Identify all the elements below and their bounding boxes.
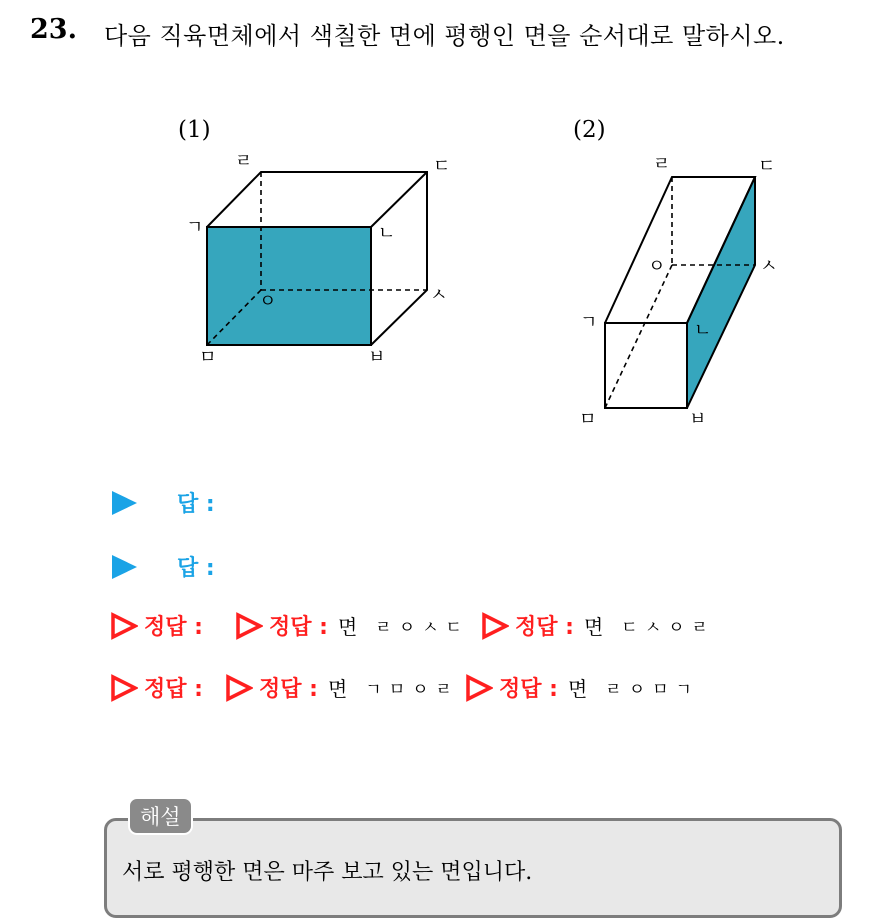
figure2-shaded-face xyxy=(687,177,755,408)
explanation-tag: 해설 xyxy=(128,797,193,835)
vertex-label: ㄴ xyxy=(378,223,396,244)
outline-triangle-icon xyxy=(110,612,138,640)
outline-triangle-icon xyxy=(465,674,493,702)
face-letters: ㄱㅁㅇㄹ xyxy=(365,680,459,700)
vertex-label: ㅂ xyxy=(368,347,386,368)
play-triangle-icon xyxy=(112,491,137,515)
vertex-label: ㄷ xyxy=(433,156,451,177)
face-prefix: 면 xyxy=(567,677,588,701)
outline-triangle-icon xyxy=(235,612,263,640)
correct-row-2 xyxy=(110,672,699,703)
answer-label: 답 : xyxy=(177,556,215,581)
figure2-cuboid xyxy=(570,150,800,430)
vertex-label: ㅂ xyxy=(689,409,707,430)
correct-label: 정답 : xyxy=(268,615,328,640)
correct-row-1 xyxy=(110,610,715,641)
vertex-label: ㅁ xyxy=(579,409,597,430)
vertex-label: ㄱ xyxy=(580,312,598,333)
correct-label: 정답 : xyxy=(258,677,318,702)
vertex-label: ㅅ xyxy=(760,256,778,277)
outline-triangle-icon xyxy=(481,612,509,640)
explanation-text: 서로 평행한 면은 마주 보고 있는 면입니다. xyxy=(122,860,533,885)
play-triangle-icon xyxy=(112,555,137,579)
question-text: 다음 직육면체에서 색칠한 면에 평행인 면을 순서대로 말하시오. xyxy=(104,22,785,50)
vertex-label: ㄹ xyxy=(235,151,253,172)
vertex-label: ㄷ xyxy=(758,156,776,177)
face-prefix: 면 xyxy=(337,615,358,639)
vertex-label: ㅅ xyxy=(430,285,448,306)
question-number: 23. xyxy=(30,14,77,45)
vertex-label: ㅁ xyxy=(199,347,217,368)
answer-row-2 xyxy=(112,551,215,582)
face-letters: ㄹㅇㅁㄱ xyxy=(605,680,699,700)
correct-label: 정답 : xyxy=(144,677,203,702)
vertex-label: ㅇ xyxy=(259,291,277,312)
answer-label: 답 : xyxy=(177,492,215,517)
outline-triangle-icon xyxy=(225,674,253,702)
answer-row-1 xyxy=(112,487,215,518)
correct-label: 정답 : xyxy=(498,677,558,702)
correct-label: 정답 : xyxy=(514,615,574,640)
vertex-label: ㅇ xyxy=(648,256,666,277)
correct-label: 정답 : xyxy=(144,615,203,640)
face-prefix: 면 xyxy=(327,677,348,701)
figure1-cuboid xyxy=(180,150,480,375)
face-letters: ㄹㅇㅅㄷ xyxy=(375,618,469,638)
vertex-label: ㄱ xyxy=(186,217,204,238)
face-prefix: 면 xyxy=(583,615,604,639)
figure1-label: (1) xyxy=(178,117,211,143)
figure1-shaded-face xyxy=(207,227,371,345)
outline-triangle-icon xyxy=(110,674,138,702)
vertex-label: ㄹ xyxy=(653,154,671,175)
face-letters: ㄷㅅㅇㄹ xyxy=(621,618,715,638)
figure2-label: (2) xyxy=(573,117,606,143)
vertex-label: ㄴ xyxy=(694,320,712,341)
